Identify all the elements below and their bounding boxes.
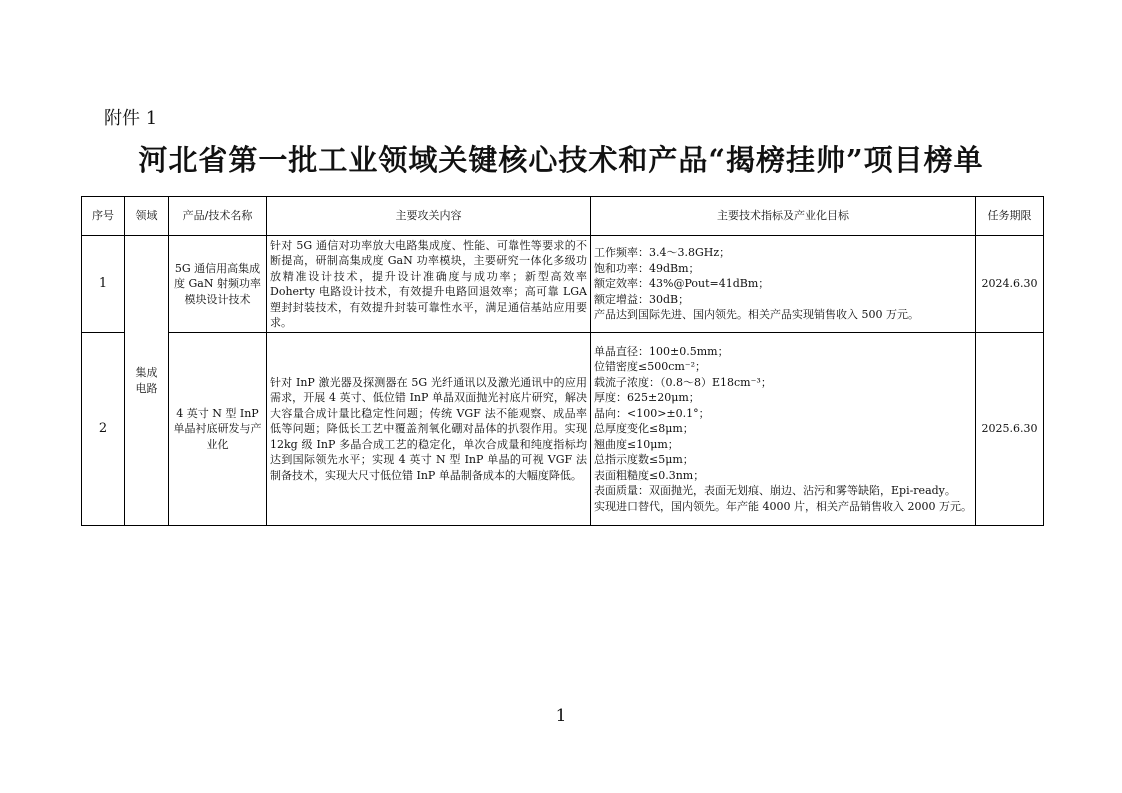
table-row <box>82 333 1044 526</box>
metric-line: 工作频率：3.4～3.8GHz； <box>594 246 731 260</box>
metric-line: 翘曲度≤10μm； <box>594 437 679 451</box>
domain-cell <box>125 236 169 526</box>
metric-line: 表面质量：双面抛光，表面无划痕、崩边、沾污和雾等缺陷，Epi-ready。 <box>594 484 956 498</box>
metric-line: 产品达到国际先进、国内领先。相关产品实现销售收入 500 万元。 <box>594 308 919 322</box>
project-table <box>81 196 1044 526</box>
metric-line: 总厚度变化≤8μm； <box>594 422 694 436</box>
header-period: 任务期限 <box>976 197 1044 236</box>
header-name: 产品/技术名称 <box>169 197 267 236</box>
row-metrics <box>591 333 976 526</box>
attachment-label: 附件 1 <box>104 108 158 129</box>
page-title: 河北省第一批工业领域关键核心技术和产品“揭榜挂帅”项目榜单 <box>138 143 984 177</box>
row-period: 2024.6.30 <box>976 236 1044 333</box>
row-content: 针对 5G 通信对功率放大电路集成度、性能、可靠性等要求的不断提高，研制高集成度 GaN 功率模块，主要研究一体化多级功放精准设计技术，提升设计准确度与成功率；新型高效率 Doherty 电路设计技术，有效提升电路回退效率；高可靠 LGA 塑封封装技术，有效提升封装可靠性水平，满足通信基站应用要求。 <box>267 236 591 333</box>
metric-line: 额定增益：30dB； <box>594 292 690 306</box>
metric-line: 实现进口替代，国内领先。年产能 4000 片，相关产品销售收入 2000 万元。 <box>594 499 972 513</box>
table-header-row <box>82 197 1044 236</box>
header-domain: 领域 <box>125 197 169 236</box>
metric-line: 单晶直径：100±0.5mm； <box>594 344 729 358</box>
page-number: 1 <box>555 706 567 726</box>
metric-line: 晶向：<100>±0.1°； <box>594 406 710 420</box>
row-seq: 2 <box>82 333 125 526</box>
row-content: 针对 InP 激光器及探测器在 5G 光纤通讯以及激光通讯中的应用需求，开展 4 英寸、低位错 InP 单晶双面抛光衬底片研究，解决大容量合成计量比稳定性问题；传统 VGF 法不能观察、成品率低等问题；降低长工艺中覆盖剂氧化硼对晶体的扒裂作用。实现 12kg 级 InP 多晶合成工艺的稳定化，单次合成量和纯度指标均达到国际领先水平；实现 4 英寸 N 型 InP 单晶的可视 VGF 法制备技术，实现大尺寸低位错 InP 单晶制备成本的大幅度降低。 <box>267 333 591 526</box>
header-content: 主要攻关内容 <box>267 197 591 236</box>
row-seq: 1 <box>82 236 125 333</box>
header-metrics: 主要技术指标及产业化目标 <box>591 197 976 236</box>
metric-line: 饱和功率：49dBm； <box>594 261 700 275</box>
row-period: 2025.6.30 <box>976 333 1044 526</box>
row-name: 4 英寸 N 型 InP 单晶衬底研发与产业化 <box>169 333 267 526</box>
metric-line: 载流子浓度：（0.8～8）E18cm⁻³； <box>594 375 772 389</box>
metric-line: 总指示度数≤5μm； <box>594 453 694 467</box>
table-row <box>82 236 1044 333</box>
domain-label: 集成电路 <box>135 366 158 395</box>
metric-line: 位错密度≤500cm⁻²； <box>594 360 707 374</box>
row-metrics <box>591 236 976 333</box>
row-name: 5G 通信用高集成度 GaN 射频功率模块设计技术 <box>169 236 267 333</box>
metric-line: 厚度：625±20μm； <box>594 391 700 405</box>
header-seq: 序号 <box>82 197 125 236</box>
metric-line: 表面粗糙度≤0.3nm； <box>594 468 705 482</box>
metric-line: 额定效率：43%@Pout=41dBm； <box>594 277 770 291</box>
